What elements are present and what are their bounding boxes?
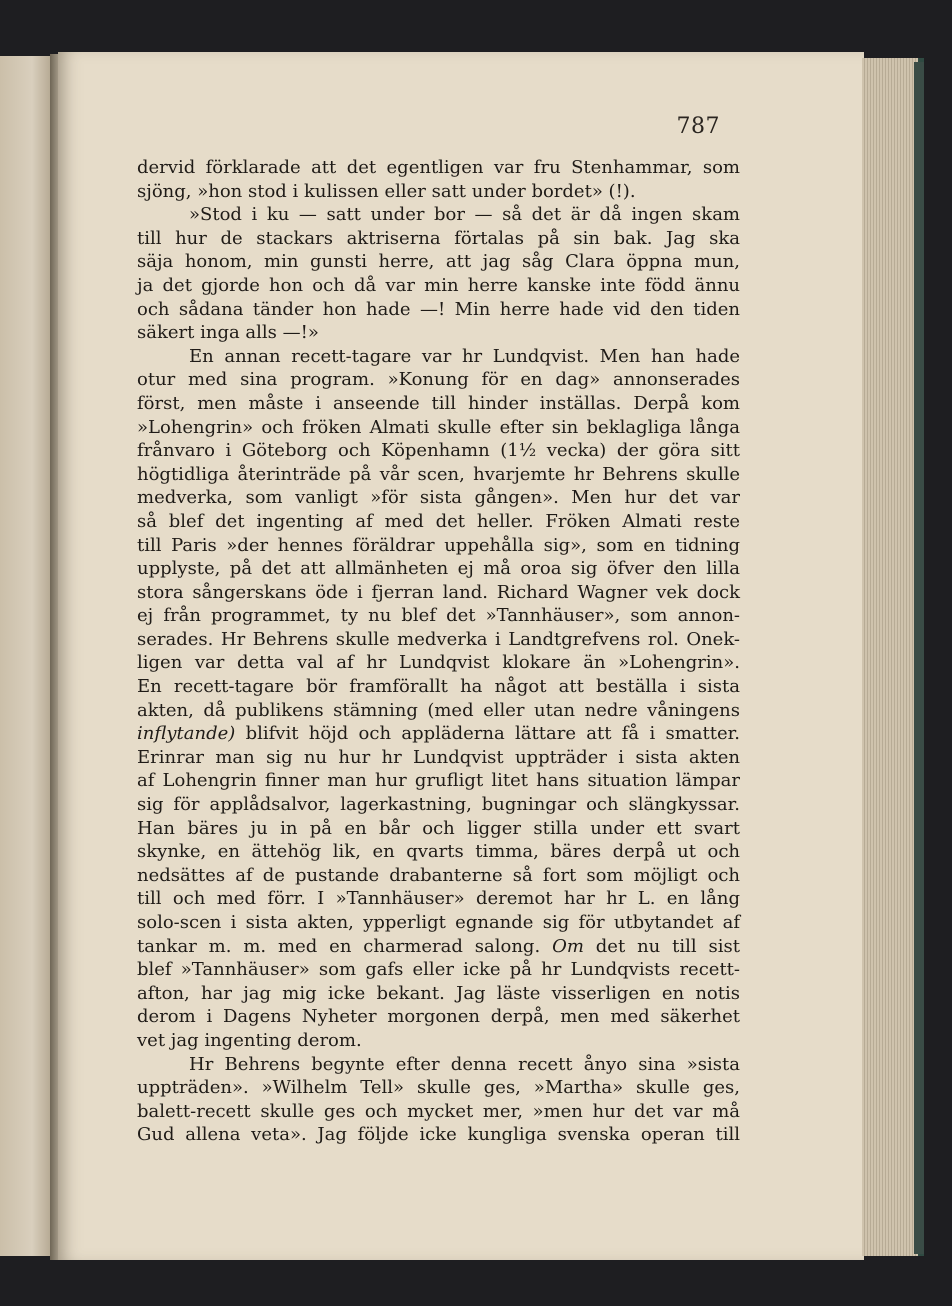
text-line: säja honom, min gunsti herre, att jag såg Clara öppna mun, xyxy=(137,251,740,273)
text-line: otur med sina program. »Konung för en dag» annonserades xyxy=(137,369,740,391)
text-line: blef »Tannhäuser» som gafs eller icke på hr Lundqvists recett- xyxy=(137,959,740,981)
text-line: balett-recett skulle ges och mycket mer, »men hur det var må xyxy=(137,1100,740,1122)
text-line: Erinrar man sig nu hur hr Lundqvist uppträder i sista akten xyxy=(137,746,740,768)
text-line: ligen var detta val af hr Lundqvist klokare än »Lohengrin». xyxy=(137,652,740,674)
text-line: och sådana tänder hon hade —! Min herre hade vid den tiden xyxy=(137,298,740,320)
text-line: medverka, som vanligt »för sista gången». Men hur det var xyxy=(137,487,740,509)
text-line: uppträden». »Wilhelm Tell» skulle ges, »Martha» skulle ges, xyxy=(137,1077,740,1099)
body-text xyxy=(137,156,740,1147)
text-line: Gud allena veta». Jag följde icke kungliga svenska operan till xyxy=(137,1124,740,1146)
text-line: solo-scen i sista akten, ypperligt egnande sig för utbytandet af xyxy=(137,912,740,933)
text-line: sjöng, »hon stod i kulissen eller satt under bordet» (!). xyxy=(137,180,636,202)
text-line: upplyste, på det att allmänheten ej må oroa sig öfver den lilla xyxy=(137,558,740,580)
text-line: tankar m. m. med en charmerad salong. Om det nu till sist xyxy=(137,935,740,957)
text-line: sig för applådsalvor, lagerkastning, bugningar och slängkyssar. xyxy=(137,794,740,816)
text-line: stora sångerskans öde i fjerran land. Richard Wagner vek dock xyxy=(137,581,740,603)
text-line: Hr Behrens begynte efter denna recett ånyo sina »sista xyxy=(189,1053,740,1075)
text-line: derom i Dagens Nyheter morgonen derpå, men med säkerhet xyxy=(137,1006,740,1028)
page-number: 787 xyxy=(676,114,720,139)
text-line: afton, har jag mig icke bekant. Jag läste visserligen en notis xyxy=(137,982,740,1004)
text-line: akten, då publikens stämning (med eller utan nedre våningens xyxy=(137,699,740,721)
text-line: »Lohengrin» och fröken Almati skulle efter sin beklagliga långa xyxy=(137,416,740,438)
text-line: till hur de stackars aktriserna förtalas på sin bak. Jag ska xyxy=(137,227,740,249)
text-line: »Stod i ku — satt under bor — så det är då ingen skam xyxy=(189,204,740,226)
text-line: till och med förr. I »Tannhäuser» deremot har hr L. en lång xyxy=(137,888,740,910)
text-line: inflytande) blifvit höjd och appläderna lättare att få i smatter. xyxy=(137,723,740,745)
text-line: till Paris »der hennes föräldrar uppehålla sig», som en tidning xyxy=(137,534,740,556)
text-line: serades. Hr Behrens skulle medverka i Landtgrefvens rol. Onek- xyxy=(137,628,740,650)
text-line: dervid förklarade att det egentligen var fru Stenhammar, som xyxy=(137,157,740,178)
text-line: Han bäres ju in på en bår och ligger stilla under ett svart xyxy=(137,817,740,839)
text-line: vet jag ingenting derom. xyxy=(137,1029,362,1051)
text-line: högtidliga återinträde på vår scen, hvarjemte hr Behrens skulle xyxy=(137,463,740,485)
text-line: skynke, en ättehög lik, en qvarts timma, bäres derpå ut och xyxy=(137,841,740,863)
text-line: frånvaro i Göteborg och Köpenhamn (1½ vecka) der göra sitt xyxy=(137,440,740,462)
text-line: ej från programmet, ty nu blef det »Tannhäuser», som annon- xyxy=(137,605,740,627)
book-cover-edge xyxy=(914,62,924,1254)
text-line: nedsättes af de pustande drabanterne så fort som möjligt och xyxy=(137,864,740,886)
text-line: ja det gjorde hon och då var min herre kanske inte född ännu xyxy=(137,274,740,296)
text-line: säkert inga alls —!» xyxy=(137,322,319,344)
text-line: först, men måste i anseende till hinder inställas. Derpå kom xyxy=(137,392,740,414)
text-line: En annan recett-tagare var hr Lundqvist. Men han hade xyxy=(189,345,740,367)
text-line: En recett-tagare bör framförallt ha något att beställa i sista xyxy=(137,676,740,698)
text-line: så blef det ingenting af med det heller. Fröken Almati reste xyxy=(137,510,740,532)
text-line: af Lohengrin finner man hur grufligt litet hans situation lämpar xyxy=(137,770,740,792)
